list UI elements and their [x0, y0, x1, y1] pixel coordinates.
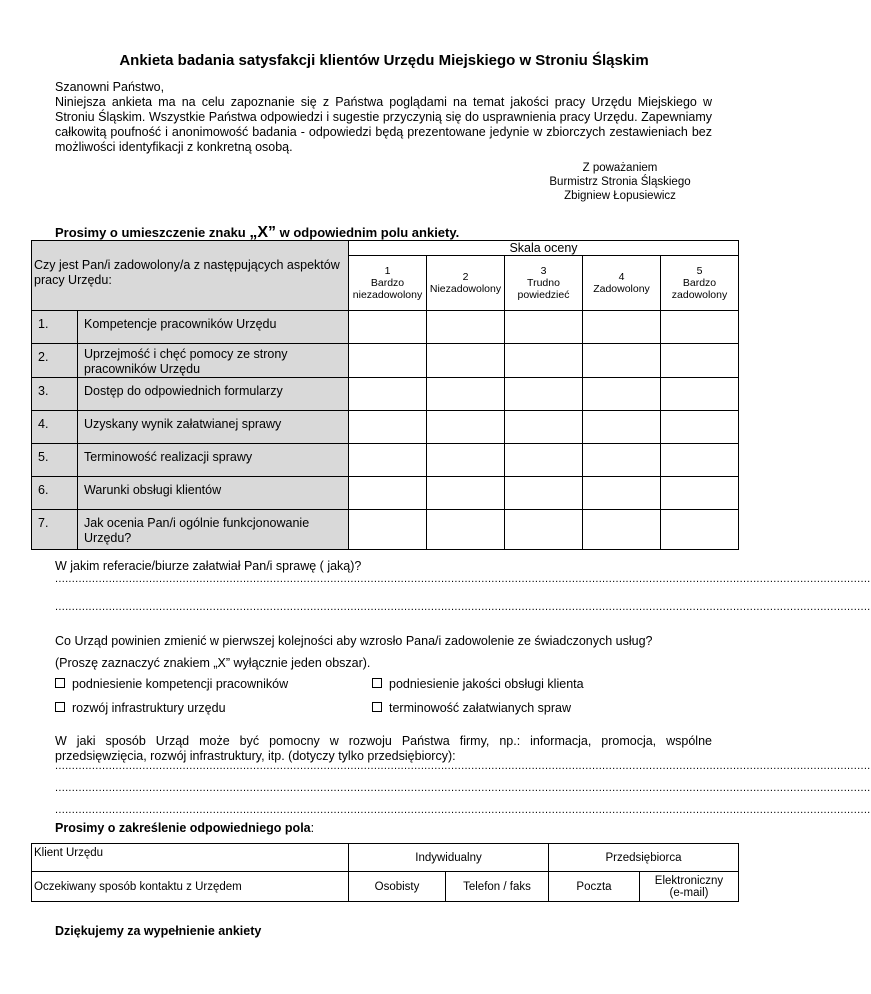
answer-cell[interactable] [661, 378, 739, 411]
scale-4: 4 Zadowolony [583, 256, 661, 311]
table-row [32, 311, 739, 344]
row-number: 7. [32, 510, 78, 550]
answer-cell[interactable] [505, 378, 583, 411]
survey-table [31, 240, 739, 550]
answer-cell[interactable] [661, 311, 739, 344]
individual-label: Indywidualny [349, 844, 549, 872]
table-row [32, 411, 739, 444]
answer-cell[interactable] [583, 444, 661, 477]
row-number: 2. [32, 344, 78, 378]
answer-cell[interactable] [661, 411, 739, 444]
scale-2: 2 Niezadowolony [427, 256, 505, 311]
answer-cell[interactable] [583, 378, 661, 411]
checkbox-icon[interactable] [55, 702, 65, 712]
answer-cell[interactable] [661, 444, 739, 477]
row-question: Warunki obsługi klientów [78, 477, 349, 510]
answer-line[interactable]: ................................................................................................................................................................................................................................................... [55, 782, 871, 794]
answer-cell[interactable] [505, 444, 583, 477]
answer-cell[interactable] [427, 378, 505, 411]
table-row [32, 510, 739, 550]
answer-cell[interactable] [505, 344, 583, 378]
row-question: Kompetencje pracowników Urzędu [78, 311, 349, 344]
contact-in-person[interactable]: Osobisty [349, 872, 446, 902]
answer-cell[interactable] [583, 311, 661, 344]
row-number: 4. [32, 411, 78, 444]
business-label: Przedsiębiorca [549, 844, 739, 872]
page-title: Ankieta badania satysfakcji klientów Urzędu Miejskiego w Stroniu Śląskim [119, 52, 649, 69]
row-number: 6. [32, 477, 78, 510]
answer-cell[interactable] [349, 444, 427, 477]
answer-line[interactable]: ................................................................................................................................................................................................................................................... [55, 601, 871, 613]
answer-cell[interactable] [661, 477, 739, 510]
answer-cell[interactable] [349, 378, 427, 411]
question-change-note: (Proszę zaznaczyć znakiem „X” wyłącznie jeden obszar). [55, 656, 371, 670]
scale-5: 5 Bardzo zadowolony [661, 256, 739, 311]
contact-mail[interactable]: Poczta [549, 872, 640, 902]
answer-line[interactable]: ................................................................................................................................................................................................................................................... [55, 760, 871, 772]
answer-cell[interactable] [505, 411, 583, 444]
row-question: Jak ocenia Pan/i ogólnie funkcjonowanie Urzędu? [78, 510, 349, 550]
checkbox-icon[interactable] [372, 678, 382, 688]
scale-header: Skala oceny [349, 241, 739, 256]
answer-cell[interactable] [427, 444, 505, 477]
intro-text [55, 80, 712, 155]
question-header: Czy jest Pan/i zadowolony/a z następujących aspektów pracy Urzędu: [32, 241, 349, 311]
question-office: W jakim referacie/biurze załatwiał Pan/i sprawę ( jaką)? [55, 559, 362, 573]
instruction-after: w odpowiednim polu ankiety. [276, 225, 460, 240]
checkbox-icon[interactable] [55, 678, 65, 688]
answer-cell[interactable] [661, 344, 739, 378]
answer-line[interactable]: ................................................................................................................................................................................................................................................... [55, 573, 871, 585]
answer-cell[interactable] [583, 344, 661, 378]
signature-line-3: Zbigniew Łopusiewicz [564, 190, 676, 202]
table-row [32, 344, 739, 378]
option-timeliness[interactable]: terminowość załatwianych spraw [372, 701, 571, 715]
answer-cell[interactable] [661, 510, 739, 550]
client-label: Klient Urzędu [32, 844, 349, 872]
checkbox-icon[interactable] [372, 702, 382, 712]
row-number: 1. [32, 311, 78, 344]
answer-cell[interactable] [427, 510, 505, 550]
scale-1: 1 Bardzo niezadowolony [349, 256, 427, 311]
answer-cell[interactable] [427, 344, 505, 378]
answer-cell[interactable] [427, 477, 505, 510]
thanks-text: Dziękujemy za wypełnienie ankiety [55, 924, 262, 938]
answer-cell[interactable] [349, 477, 427, 510]
answer-cell[interactable] [349, 510, 427, 550]
table-row [32, 477, 739, 510]
row-question: Terminowość realizacji sprawy [78, 444, 349, 477]
option-competence[interactable]: podniesienie kompetencji pracowników [55, 677, 288, 691]
table-row [32, 444, 739, 477]
row-number: 5. [32, 444, 78, 477]
signature-line-1: Z poważaniem [582, 162, 658, 174]
intro-greeting: Szanowni Państwo, [55, 80, 165, 94]
table-row [32, 378, 739, 411]
option-infrastructure[interactable]: rozwój infrastruktury urzędu [55, 701, 226, 715]
intro-body: Niniejsza ankieta ma na celu zapoznanie się z Państwa poglądami na temat jakości pracy Urzędu Miejskiego w Stroniu Śląskim. Wszystkie Państwa odpowiedzi i sugestie przyczynią się do usprawnienia pracy Urzędu. Zapewniamy całkowitą poufność i anonimowość badania - odpowiedzi będą prezentowane jedynie w zbiorczych zestawieniach bez możliwości identyfikacji z konkretną osobą. [55, 95, 712, 154]
answer-line[interactable]: ................................................................................................................................................................................................................................................... [55, 804, 871, 816]
row-number: 3. [32, 378, 78, 411]
answer-cell[interactable] [505, 477, 583, 510]
answer-cell[interactable] [583, 510, 661, 550]
field-instruction: Prosimy o zakreślenie odpowiedniego pola: [55, 821, 315, 835]
answer-cell[interactable] [349, 411, 427, 444]
answer-cell[interactable] [349, 311, 427, 344]
answer-cell[interactable] [505, 510, 583, 550]
scale-3: 3 Trudno powiedzieć [505, 256, 583, 311]
question-change: Co Urząd powinien zmienić w pierwszej kolejności aby wzrosło Pana/i zadowolenie ze świadczonych usług? [55, 634, 653, 648]
instruction-mark: „X” [249, 224, 277, 241]
contact-email[interactable]: Elektroniczny (e-mail) [640, 872, 739, 902]
signature [500, 161, 740, 203]
answer-cell[interactable] [427, 311, 505, 344]
row-question: Uzyskany wynik załatwianej sprawy [78, 411, 349, 444]
option-service-quality[interactable]: podniesienie jakości obsługi klienta [372, 677, 584, 691]
contact-label: Oczekiwany sposób kontaktu z Urzędem [32, 872, 349, 902]
row-question: Uprzejmość i chęć pomocy ze strony pracowników Urzędu [78, 344, 349, 378]
instruction-before: Prosimy o umieszczenie znaku [55, 225, 250, 240]
answer-cell[interactable] [349, 344, 427, 378]
answer-cell[interactable] [583, 477, 661, 510]
signature-line-2: Burmistrz Stronia Śląskiego [549, 176, 691, 188]
contact-phone[interactable]: Telefon / faks [446, 872, 549, 902]
row-question: Dostęp do odpowiednich formularzy [78, 378, 349, 411]
question-business: W jaki sposób Urząd może być pomocny w rozwoju Państwa firmy, np.: informacja, promocja, wspólne przedsięwzięcia, rozwój infrastruktury, itp. (dotyczy tylko przedsiębiorcy): [55, 734, 712, 763]
answer-cell[interactable] [505, 311, 583, 344]
contact-table [31, 843, 739, 902]
answer-cell[interactable] [583, 411, 661, 444]
answer-cell[interactable] [427, 411, 505, 444]
